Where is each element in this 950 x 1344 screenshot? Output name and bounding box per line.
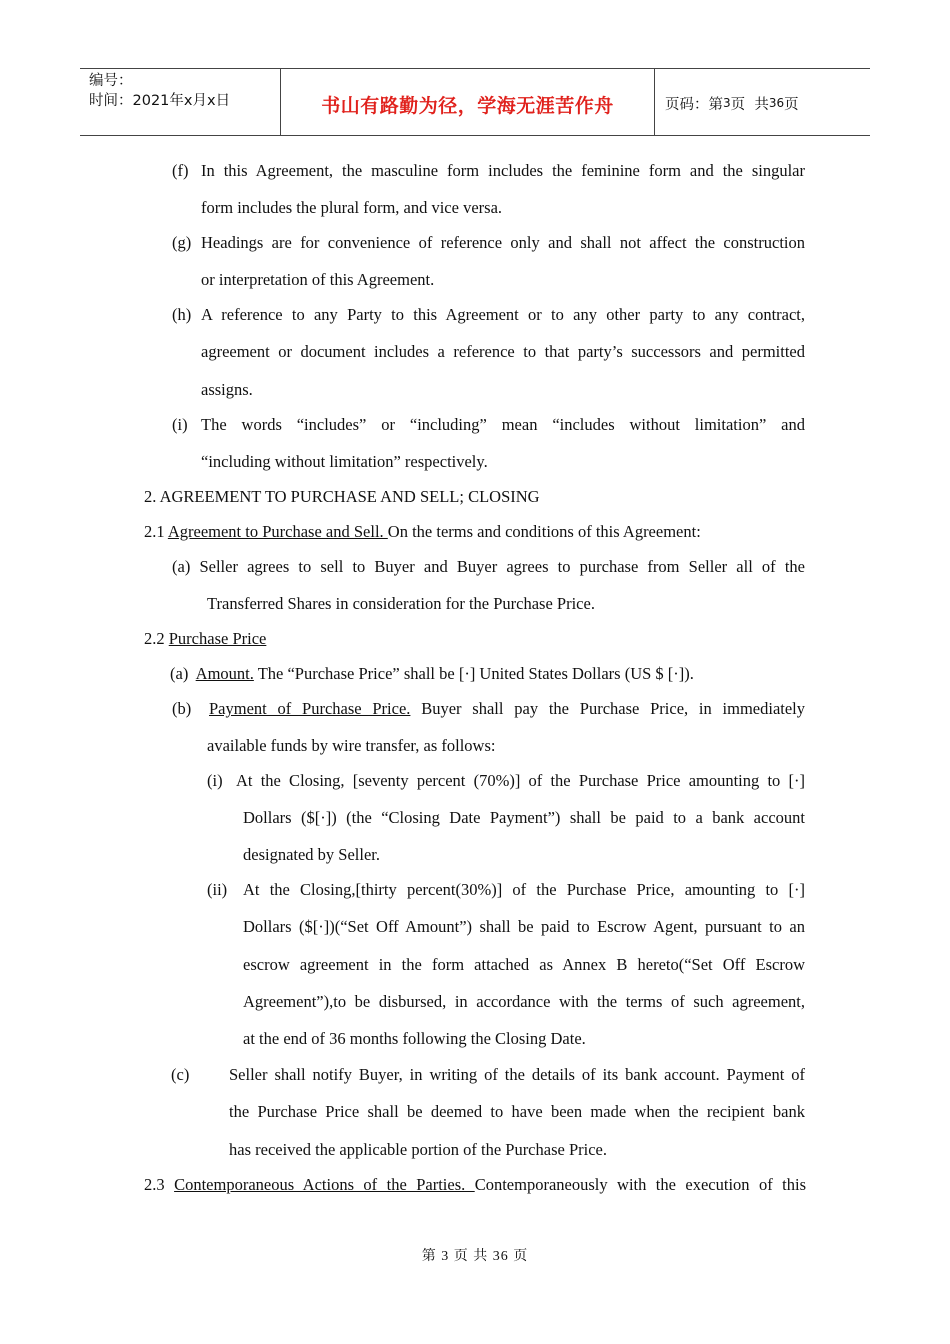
clause-line: (a) Seller agrees to sell to Buyer and Buyer agrees to purchase from Seller all of the: [172, 557, 805, 576]
item-h: [201, 296, 805, 408]
clause-text: The “Purchase Price” shall be [·] United States Dollars (US $ [·]).: [253, 664, 694, 683]
clause-line: at the end of 36 months following the Closing Date.: [243, 1029, 586, 1049]
page-end-label: 页: [784, 96, 799, 113]
clause-line: available funds by wire transfer, as follows:: [207, 736, 496, 755]
item-g-label: (g): [172, 233, 192, 252]
clause-line: [209, 690, 805, 727]
clause-line: the Purchase Price shall be deemed to have been made when the recipient bank: [229, 1102, 805, 1122]
section-2-2-b-i: [236, 762, 805, 799]
item-h-line: assigns.: [201, 379, 253, 399]
item-f: [201, 152, 805, 227]
section-2-2-b-label: (b): [172, 699, 192, 718]
clause-label: (a): [170, 664, 196, 683]
section-2-2-b-i-cont: [243, 799, 805, 874]
item-f-label: (f): [172, 161, 189, 180]
item-i-line: The words “includes” or “including” mean “includes without limitation” and: [201, 415, 805, 434]
clause-text: Buyer shall pay the Purchase Price, in immediately: [410, 699, 806, 718]
page-footer: 第 3 页 共 36 页: [421, 1249, 529, 1264]
item-h-line: agreement or document includes a reference to that party’s successors and permitted: [201, 342, 805, 362]
section-2-2-c: [229, 1056, 805, 1168]
section-text: Contemporaneously with the execution of this: [474, 1175, 807, 1194]
section-2-2-c-label: (c): [171, 1065, 190, 1084]
section-2-2-a: [170, 655, 810, 692]
time-value: 2021年x月x日: [132, 93, 231, 109]
clause-line: Transferred Shares in consideration for the Purchase Price.: [207, 594, 595, 613]
clause-line: has received the applicable portion of the Purchase Price.: [229, 1139, 607, 1159]
section-number: 2.1: [144, 522, 168, 541]
clause-title: Amount.: [195, 664, 254, 683]
section-2-2-b-cont: [207, 727, 805, 764]
item-g-line: Headings are for convenience of reference only and shall not affect the construction: [201, 233, 805, 252]
section-2-2-b-ii: [243, 871, 805, 1057]
clause-line: Agreement”),to be disbursed, in accordance with the terms of such agreement,: [243, 991, 805, 1011]
item-g: [201, 224, 805, 299]
item-f-line: In this Agreement, the masculine form includes the feminine form and the singular: [201, 161, 805, 180]
page-total: 36: [768, 96, 785, 110]
header-meta: [80, 69, 281, 135]
section-2-2-b-ii-label: (ii): [207, 880, 228, 899]
item-f-line: form includes the plural form, and vice versa.: [201, 198, 503, 218]
item-h-line: A reference to any Party to this Agreement or to any other party to any contract,: [201, 305, 805, 324]
clause-line: designated by Seller.: [243, 845, 381, 865]
section-title: Contemporaneous Actions of the Parties.: [174, 1175, 475, 1194]
section-line: [144, 1166, 806, 1203]
serial-label: 编号：: [89, 73, 133, 89]
header-motto: 书山有路勤为径，学海无涯苦作舟: [281, 69, 655, 135]
page-number: 3: [723, 96, 731, 110]
item-g-line: or interpretation of this Agreement.: [201, 270, 435, 290]
clause-line: At the Closing,[thirty percent(30%)] of the Purchase Price, amounting to [·]: [243, 880, 805, 899]
section-title: Agreement to Purchase and Sell.: [167, 522, 388, 541]
section-number: 2.3: [144, 1175, 175, 1194]
clause-line: Seller shall notify Buyer, in writing of the details of its bank account. Payment of: [229, 1065, 805, 1084]
page-mid-label: 页 共: [730, 96, 769, 113]
item-i-label: (i): [172, 415, 188, 434]
clause-line: Dollars ($[·])(“Set Off Amount”) shall be paid to Escrow Agent, pursuant to an: [243, 917, 805, 937]
clause-line: At the Closing, [seventy percent (70%)] of the Purchase Price amounting to [·]: [236, 771, 805, 790]
header-page-info: [655, 69, 870, 135]
page-header: [80, 68, 870, 136]
section-2-3: [144, 1166, 806, 1203]
page-label: 页码：第: [665, 96, 723, 113]
time-row: [89, 91, 280, 111]
section-2-2-b: [209, 690, 805, 727]
section-2-1-a-cont: [207, 585, 805, 622]
section-text: On the terms and conditions of this Agreement:: [387, 522, 701, 541]
time-label: 时间：: [89, 93, 133, 109]
section-number: 2.2: [144, 629, 169, 648]
clause-line: escrow agreement in the form attached as Annex B hereto(“Set Off Escrow: [243, 954, 805, 974]
section-2-1: [144, 513, 806, 550]
section-2-2-b-i-label: (i): [207, 771, 223, 790]
section-title: Purchase Price: [168, 629, 267, 648]
clause-line: Dollars ($[·]) (the “Closing Date Payment”) shall be paid to a bank account: [243, 808, 805, 827]
item-i: [201, 406, 805, 481]
section-2-1-a: [172, 548, 805, 585]
clause-line: [170, 655, 810, 692]
section-2-2: [144, 620, 806, 657]
item-i-line: “including without limitation” respectively.: [201, 452, 488, 472]
section-2-heading: 2. AGREEMENT TO PURCHASE AND SELL; CLOSING: [144, 487, 540, 506]
clause-title: Payment of Purchase Price.: [209, 699, 411, 718]
item-h-label: (h): [172, 305, 192, 324]
